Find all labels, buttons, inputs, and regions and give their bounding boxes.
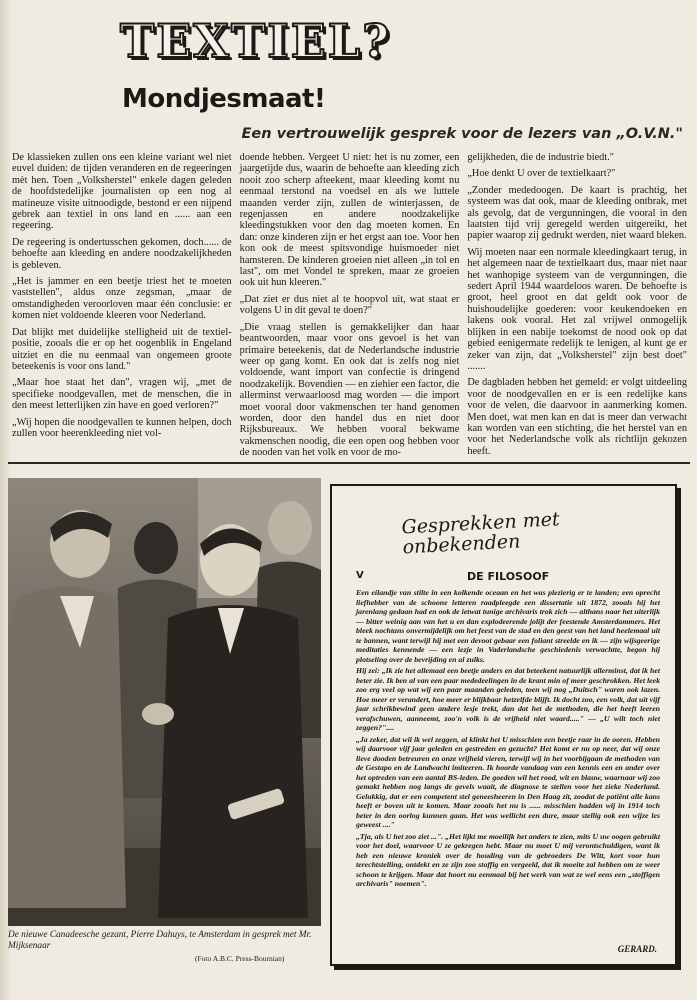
article-paragraph: De klassieken zullen ons een kleine variant wel niet euvel duiden: de tijden veranderen en de regeeringen mèt hen. Toen „Volksherstel" enkele dagen geleden de hoofdstedelijke journalisten op een nog al matineuze visite uitnoodigde, bestond er een nijpend gebrek aan textiel in ons land en ...... aan een regeering. bbox=[12, 152, 232, 232]
article-column-3 bbox=[467, 152, 688, 457]
sidebar-box bbox=[330, 484, 677, 966]
sidebar-signature: GERARD. bbox=[617, 944, 657, 954]
article-paragraph: „Zonder mededoogen. De kaart is prachtig, het systeem was dat ook, maar de kleeding ontbrak, met als gevolg, dat de vergunningen, die vooral in den laatsten tijd vrij geregeld werden uitgereikt, het papier waarop zij gedrukt werden, niet waard bleken. bbox=[467, 184, 688, 242]
sidebar-label: DE FILOSOOF bbox=[467, 570, 550, 583]
sidebar-paragraph: Een eilandje van stilte in een kolkende oceaan en het was plezierig er te landen; een oprecht liefhebber van de schoone letteren raadpleegde een dissertatie uit 1872, zooals hij het jarenlang gedaan had en ook de ietwat tunige archivaris trok zich — althans naar het uiterlijk — bitter weinig aan van het u en dan explodeerende jolijt der feestende Amsterdammers. Het bleek nochtans onvermijdelijk om het feest van de stad en den geest van het land heelemaal uit te bannen, want terwijl hij met een devoot gebaar een foliant streelde en ik — zijn wijsgeerige meditaties kennende — een lezje in Vaderlandsche geschiedenis verwachtte, begon hij plotseling over de bevrijding en al zulks. bbox=[356, 588, 660, 664]
article-paragraph: „Die vraag stellen is gemakkelijker dan haar beantwoorden, maar voor ons gevoel is het van primaire beteekenis, dat de Nederlandsche industrie weer op gang komt. En ook dat is zelfs nog niet voldoende, want import van confectie is dringend noodzakelijk. Bovendien — en ziehier een factor, die allerminst verwaarloosd mag worden — die import moet vooral door vakmenschen ter hand genomen worden, door den handel dus en niet door Rijksbureaux. We hebben vooral bekwame vakmenschen noodig, die een open oog hebben voor de nooden van het volk en voor de mo- bbox=[239, 321, 460, 459]
article-column-1 bbox=[12, 152, 232, 450]
article-paragraph: „Dat ziet er dus niet al te hoopvol uit, wat staat er volgens U in dit geval te doen?" bbox=[239, 293, 460, 317]
section-divider bbox=[8, 462, 690, 464]
sidebar-title: Gesprekken met onbekenden bbox=[401, 508, 561, 559]
strapline: Een vertrouwelijk gesprek voor de lezers van „O.V.N." bbox=[241, 126, 683, 142]
subheadline: Mondjesmaat! bbox=[122, 84, 326, 114]
article-paragraph: „Maar hoe staat het dan", vragen wij, „met de specifieke noodgevallen, met de menschen, die in den meest letterlijken zin have en goed verloren?" bbox=[12, 377, 232, 412]
photo-illustration bbox=[8, 478, 321, 926]
sidebar-paragraph: Hij zei: „Ik zie het allemaal een beetje anders en dat beteekent natuurlijk allerminst, dat ik het beter zie. Ik ben al van een paar mededeelingen in de krant min of meer geschrokken. Het leek zoo erg veel op wat wij een paar maanden geleden, toen wij nog „Duitsch" waren ook lazen. Hoe meer er verandert, hoe meer er blijkbaar hetzelfde blijft. Ik docht zoo, een volk, dat uit vijf jaar schrikbewind geen andere lesje trekt, dan dat het de methoden, die het heeft leeren verafschuwen, aanneemt, zoo'n volk is de vrijheid niet waard....." — „U wilt toch niet zeggen?".... bbox=[356, 666, 660, 732]
article-paragraph: doende hebben. Vergeet U niet: het is nu zomer, een jaargetijde dus, waarin de behoefte aan kleeding zich nooit zoo scherp afteekent, maar kleeding komt nu eenmaal terstond na voedsel en als we luttele maanden verder zijn, zullen de winterjassen, de regenjassen en andere noodzakelijke kleedingstukken voor den dag moeten komen. En dan: onze kinderen zijn er het ergst aan toe. Voor hen kon ook de meest spitsvondige huismoeder niet hamsteren. De kinderen groeien niet alleen „in tol en last", om met Vondel te spreken, maar ze groeien ook uit hun kleeren." bbox=[239, 152, 460, 289]
photo-caption: De nieuwe Canadeesche gezant, Pierre Dahuys, te Amsterdam in gesprek met Mr. Mijksenaar bbox=[8, 930, 312, 951]
article-paragraph: „Wij hopen die noodgevallen te kunnen helpen, doch zullen voor heerenkleeding niet vol- bbox=[12, 416, 232, 439]
sidebar-number: V bbox=[356, 570, 364, 581]
article-paragraph: gelijkheden, die de industrie biedt." bbox=[467, 152, 614, 163]
article-paragraph: Dat blijkt met duidelijke stelligheid uit de textiel-positie, zooals die er op het oogenblik in Engeland uitziet en die nu eenmaal van ongemeen groote beteekenis is voor ons land." bbox=[12, 326, 232, 372]
news-photo bbox=[8, 478, 321, 926]
headline: TEXTIEL? bbox=[120, 14, 392, 68]
photo-credit: (Foto A.B.C. Press-Bournian) bbox=[195, 954, 285, 963]
sidebar-paragraph: „Ja zeker, dat wil ik wel zeggen, al klinkt het U misschien een beetje raar in de ooren. Hebben wij daarvoor vijf jaar geleden en gestreden en gezucht? Het komt er nu op neer, dat wij onze lieve dooden betreuren en onze vrijheid vieren, terwijl wij in het voorbijgaan de methoden van de Gestapo en de Landwacht imiteeren. Ik hoorde vandaag van een kennis een en ander over het optreden van een aantal BS-leden. De goeden wil het rood, wit en blauw, waarnaar wij zoo gemakt hebben nog langs de gevels waait, de diagnose te stellen voor het zieke Nederland. Gelukkig, dat er een competent stel geneesheeren in Den Haag zit, zoodat de patiënt alle kans heeft er boven uit te komen. Maar zooals het nu is ...... misschien hadden wij in 1914 toch beter in den oorlog kunnen gaan. Het was wellicht een dure, maar stellig ook een wijze les geweest ...." bbox=[356, 734, 660, 829]
sidebar-paragraph: „Tja, als U het zoo ziet ...". „Het lijkt me moeilijk het anders te zien, mits U uw oogen gebruikt voor het doel, waarvoor U ze gekregen hebt. Maar nu moet U mij verontschuldigen, want ik heb een nieuwe kroniek over de houding van de gebroeders De Witt, kort voor hun terechtstelling, ontdekt en ze zijn zoo stoffig en vergeeld, dat ik moeite zal hebben om ze weer schoon te krijgen. Maar dat hoort nu eenmaal bij het werk van wat ze wel eens een „stoffigen archivaris" noemen". bbox=[356, 831, 660, 888]
article-body bbox=[12, 152, 688, 459]
article-paragraph: „Hoe denkt U over de textielkaart?" bbox=[467, 168, 616, 180]
article-paragraph: Wij moeten naar een normale kleedingkaart terug, in het algemeen naar de textielkaart dus, maar niet naar het wanhopige systeem van de vergunningen, die sedert April 1944 waardeloos waren. De behoefte is groot, heel groot en dat geldt ook voor de huishoudelijke goederen: voor keukendoeken en lakens ook vooral. Het zal vrijwel onmogelijk blijken in een nabije toekomst de nood ook op dat gebied eenigermate redelijk te lenigen, al kunt ge er zeker van zijn, dat „Volksherstel" zijn best doet" ....... bbox=[467, 246, 688, 372]
article-paragraph: De dagbladen hebben het gemeld: er volgt uitdeeling voor de noodgevallen en er is een redelijke kans voor de velen, die daarvoor in aanmerking komen. Men doet, wat men kan en dat is meer dan verwacht kan worden van een stichting, die het herstel van en voor het Nederlandsche volk als richtlijn gekozen heeft. bbox=[467, 377, 688, 457]
article-paragraph: „Het is jammer en een beetje triest het te moeten vaststellen", aldus onze zegsman, „maar de omstandigheden veroorloven maar één conclusie: er komen niet voldoende kleeren voor Nederland. bbox=[12, 276, 232, 322]
sidebar-body bbox=[356, 588, 660, 943]
article-column-2 bbox=[239, 152, 460, 459]
article-paragraph: De regeering is ondertusschen gekomen, doch...... de behoefte aan kleeding en andere noodzakelijkheden is gebleven. bbox=[12, 236, 232, 271]
